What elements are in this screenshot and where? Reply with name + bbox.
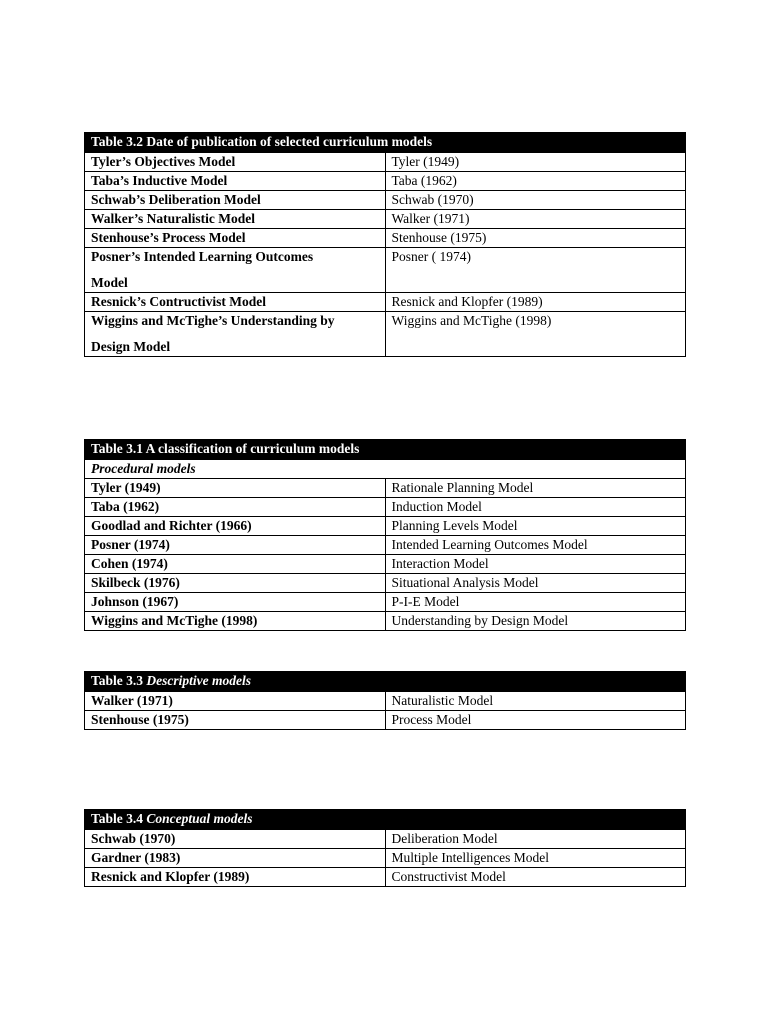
table-row <box>85 479 686 498</box>
author-cell: Skilbeck (1976) <box>85 574 386 593</box>
table-row <box>85 229 686 248</box>
author-cell: Posner (1974) <box>85 536 386 555</box>
author-cell: Resnick and Klopfer (1989) <box>85 868 386 887</box>
table-row <box>85 593 686 612</box>
table-row <box>85 868 686 887</box>
table-header-row <box>85 133 686 153</box>
model-name-cell: Stenhouse’s Process Model <box>85 229 386 248</box>
table-row <box>85 830 686 849</box>
author-cell: Johnson (1967) <box>85 593 386 612</box>
table-3-2 <box>84 132 686 357</box>
author-cell: Schwab (1970) <box>85 830 386 849</box>
model-name-cell: Tyler’s Objectives Model <box>85 153 386 172</box>
model-name-cell <box>85 248 386 293</box>
model-cell: Induction Model <box>385 498 686 517</box>
table-row <box>85 555 686 574</box>
table-header-row <box>85 440 686 460</box>
table-row <box>85 517 686 536</box>
author-cell: Taba (1962) <box>85 498 386 517</box>
table-row <box>85 574 686 593</box>
table-row <box>85 536 686 555</box>
model-cell: Understanding by Design Model <box>385 612 686 631</box>
model-cell: Naturalistic Model <box>385 692 686 711</box>
model-name-cell: Resnick’s Contructivist Model <box>85 293 386 312</box>
model-cell: Rationale Planning Model <box>385 479 686 498</box>
table-title: Table 3.2 Date of publication of selected curriculum models <box>85 133 686 153</box>
model-name-cell: Taba’s Inductive Model <box>85 172 386 191</box>
table-row <box>85 312 686 357</box>
model-cell: Planning Levels Model <box>385 517 686 536</box>
table-header-row <box>85 810 686 830</box>
author-cell: Tyler (1949) <box>85 479 386 498</box>
table-3-1 <box>84 439 686 631</box>
model-cell: Constructivist Model <box>385 868 686 887</box>
table-row <box>85 210 686 229</box>
publication-date-cell: Taba (1962) <box>385 172 686 191</box>
author-cell: Goodlad and Richter (1966) <box>85 517 386 536</box>
author-cell: Cohen (1974) <box>85 555 386 574</box>
table-title-italic: Conceptual models <box>146 811 253 826</box>
table-row <box>85 153 686 172</box>
model-name-cell <box>85 312 386 357</box>
table-title <box>85 810 686 830</box>
model-cell: Multiple Intelligences Model <box>385 849 686 868</box>
model-name-line-1: Wiggins and McTighe’s Understanding by <box>91 313 335 328</box>
table-title <box>85 672 686 692</box>
table-row <box>85 248 686 293</box>
model-cell: Process Model <box>385 711 686 730</box>
table-row <box>85 692 686 711</box>
table-row <box>85 711 686 730</box>
model-name-cell: Walker’s Naturalistic Model <box>85 210 386 229</box>
publication-date-cell: Tyler (1949) <box>385 153 686 172</box>
author-cell: Stenhouse (1975) <box>85 711 386 730</box>
author-cell: Wiggins and McTighe (1998) <box>85 612 386 631</box>
publication-date-cell: Posner ( 1974) <box>385 248 686 293</box>
table-3-3 <box>84 671 686 730</box>
table-subheader: Procedural models <box>85 460 686 479</box>
model-name-line-2: Design Model <box>91 339 171 354</box>
table-row <box>85 498 686 517</box>
model-name-line-1: Posner’s Intended Learning Outcomes <box>91 249 314 264</box>
model-cell: Interaction Model <box>385 555 686 574</box>
publication-date-cell: Schwab (1970) <box>385 191 686 210</box>
publication-date-cell: Stenhouse (1975) <box>385 229 686 248</box>
table-subheader-row <box>85 460 686 479</box>
table-row <box>85 191 686 210</box>
model-cell: Intended Learning Outcomes Model <box>385 536 686 555</box>
model-name-line-2: Model <box>91 275 128 290</box>
author-cell: Walker (1971) <box>85 692 386 711</box>
table-row <box>85 293 686 312</box>
table-row <box>85 612 686 631</box>
table-row <box>85 172 686 191</box>
table-title-italic: Descriptive models <box>146 673 252 688</box>
publication-date-cell: Walker (1971) <box>385 210 686 229</box>
model-cell: P-I-E Model <box>385 593 686 612</box>
table-title-prefix: Table 3.3 <box>91 673 147 688</box>
author-cell: Gardner (1983) <box>85 849 386 868</box>
table-header-row <box>85 672 686 692</box>
table-row <box>85 849 686 868</box>
table-title: Table 3.1 A classification of curriculum models <box>85 440 686 460</box>
model-cell: Situational Analysis Model <box>385 574 686 593</box>
model-cell: Deliberation Model <box>385 830 686 849</box>
table-3-4 <box>84 809 686 887</box>
model-name-cell: Schwab’s Deliberation Model <box>85 191 386 210</box>
publication-date-cell: Resnick and Klopfer (1989) <box>385 293 686 312</box>
publication-date-cell: Wiggins and McTighe (1998) <box>385 312 686 357</box>
table-title-prefix: Table 3.4 <box>91 811 147 826</box>
